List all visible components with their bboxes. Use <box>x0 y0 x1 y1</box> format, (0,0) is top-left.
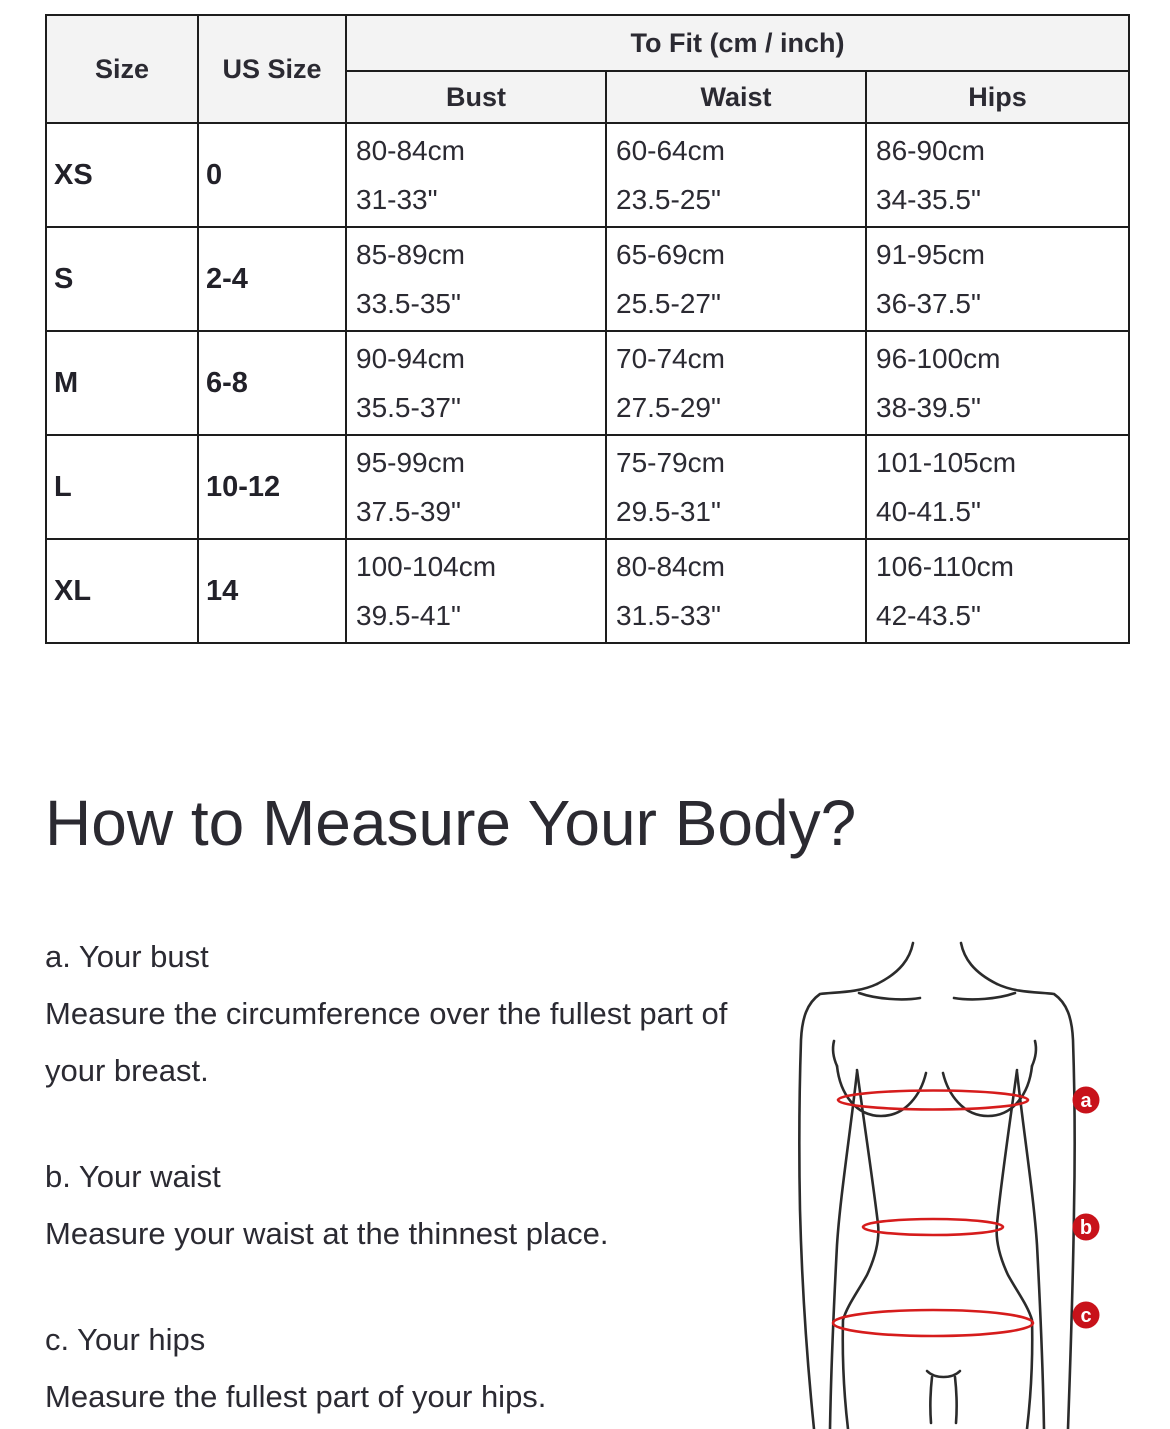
neck-line <box>961 943 997 984</box>
us-size-value: 14 <box>198 539 346 643</box>
us-size-value: 10-12 <box>198 435 346 539</box>
shoulder-line <box>954 993 1015 999</box>
crotch-line <box>955 1377 957 1423</box>
table-row-m <box>46 331 1129 435</box>
size-value: S <box>46 227 198 331</box>
us-size-value: 6-8 <box>198 331 346 435</box>
table-row-xl <box>46 539 1129 643</box>
waist-value: 60-64cm 23.5-25" <box>606 123 866 227</box>
bust-value: 100-104cm 39.5-41" <box>346 539 606 643</box>
us-size-value: 0 <box>198 123 346 227</box>
shoulder-line <box>859 993 920 999</box>
size-value: L <box>46 435 198 539</box>
bust-value: 85-89cm 33.5-35" <box>346 227 606 331</box>
size-value: XS <box>46 123 198 227</box>
table-row-l <box>46 435 1129 539</box>
col-header-size: Size <box>46 15 198 123</box>
torso-line <box>997 1070 1033 1429</box>
badge-c-label: c <box>1080 1305 1092 1327</box>
hips-measure-line <box>833 1310 1033 1336</box>
waist-value: 80-84cm 31.5-33" <box>606 539 866 643</box>
hips-value: 96-100cm 38-39.5" <box>866 331 1129 435</box>
instruction-label: a. Your bust <box>45 939 209 974</box>
hips-value: 91-95cm 36-37.5" <box>866 227 1129 331</box>
neck-line <box>877 943 913 984</box>
page-title: How to Measure Your Body? <box>45 787 857 859</box>
waist-value: 70-74cm 27.5-29" <box>606 331 866 435</box>
hips-value: 101-105cm 40-41.5" <box>866 435 1129 539</box>
bust-value: 90-94cm 35.5-37" <box>346 331 606 435</box>
instruction-text: Measure your waist at the thinnest place. <box>45 1216 609 1251</box>
body-outline-illustration <box>780 930 1170 1429</box>
size-chart-table <box>45 14 1130 644</box>
us-size-value: 2-4 <box>198 227 346 331</box>
body-measurement-figure <box>780 930 1170 1429</box>
waist-value: 75-79cm 29.5-31" <box>606 435 866 539</box>
instruction-label: b. Your waist <box>45 1159 221 1194</box>
col-header-hips: Hips <box>866 71 1129 123</box>
bust-value: 80-84cm 31-33" <box>346 123 606 227</box>
col-header-bust: Bust <box>346 71 606 123</box>
col-header-us-size: US Size <box>198 15 346 123</box>
measure-instructions <box>45 928 777 1429</box>
badge-a-label: a <box>1080 1090 1092 1112</box>
hips-value: 86-90cm 34-35.5" <box>866 123 1129 227</box>
size-value: M <box>46 331 198 435</box>
table-row-xs <box>46 123 1129 227</box>
waist-value: 65-69cm 25.5-27" <box>606 227 866 331</box>
size-value: XL <box>46 539 198 643</box>
instruction-label: c. Your hips <box>45 1322 206 1357</box>
crotch-line <box>930 1377 932 1423</box>
instruction-text: Measure the circumference over the fullest part of your breast. <box>45 996 728 1088</box>
bust-value: 95-99cm 37.5-39" <box>346 435 606 539</box>
instruction-waist <box>45 1148 777 1262</box>
badge-b-label: b <box>1079 1217 1093 1239</box>
table-row-s <box>46 227 1129 331</box>
instruction-bust <box>45 928 777 1099</box>
torso-line <box>843 1070 879 1429</box>
armpit-line <box>1032 1041 1036 1066</box>
hips-value: 106-110cm 42-43.5" <box>866 539 1129 643</box>
instruction-text: Measure the fullest part of your hips. <box>45 1379 547 1414</box>
left-arm-line <box>799 984 877 1429</box>
waist-measure-line <box>863 1219 1003 1235</box>
bust-measure-line <box>838 1091 1028 1110</box>
col-header-waist: Waist <box>606 71 866 123</box>
armpit-line <box>833 1041 837 1066</box>
instruction-hips <box>45 1311 777 1425</box>
col-header-to-fit: To Fit (cm / inch) <box>346 15 1129 71</box>
